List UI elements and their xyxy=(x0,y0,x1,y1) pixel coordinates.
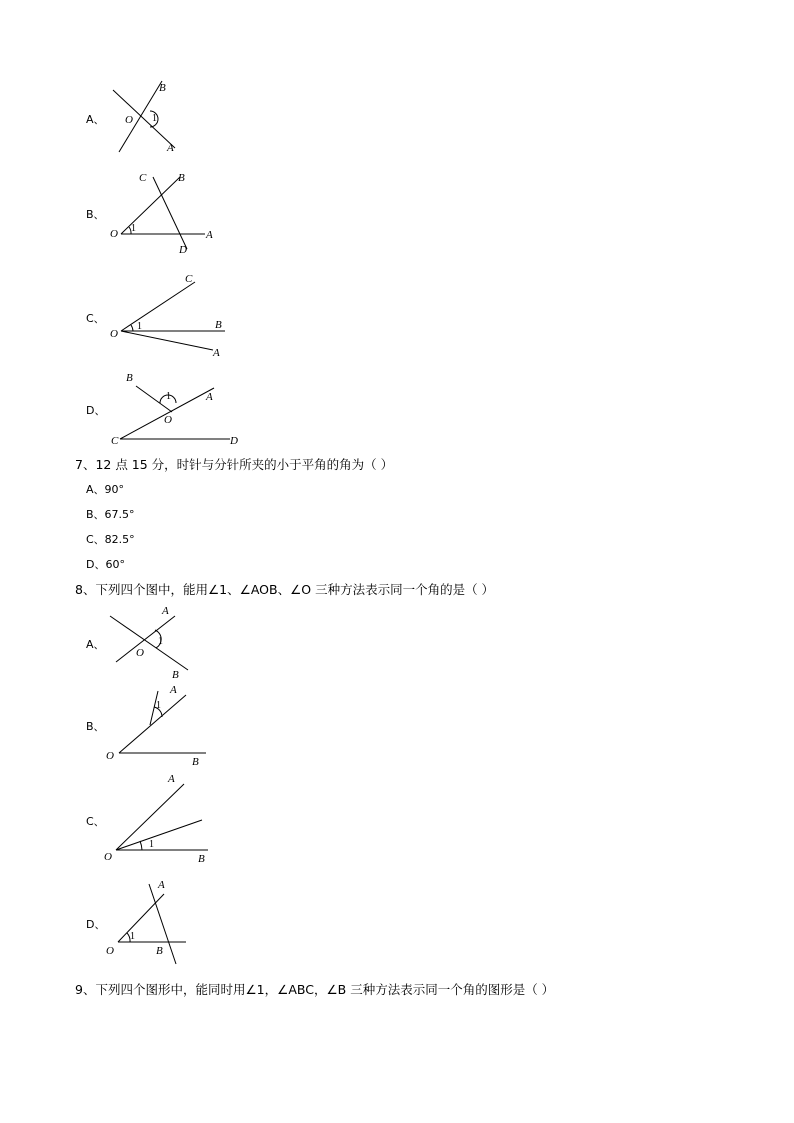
q8a-point-a: A xyxy=(162,605,169,617)
q6a-point-a: A xyxy=(167,142,174,154)
q8-option-d-label: D、 xyxy=(86,918,106,931)
q8a-angle-1: 1 xyxy=(158,636,163,647)
q8-option-b-label: B、 xyxy=(86,720,105,733)
q8-stem: 8、下列四个图中，能用∠1、∠AOB、∠O 三种方法表示同一个角的是（ ） xyxy=(75,582,495,597)
q7-choice-b: B、67.5° xyxy=(86,508,135,521)
q6c-point-a: A xyxy=(213,347,220,359)
q6-option-a-figure xyxy=(100,75,190,160)
q8-option-a-figure xyxy=(100,598,200,683)
q8-option-c-label: C、 xyxy=(86,815,105,828)
q6c-angle-1: 1 xyxy=(137,321,142,332)
q6c-point-c: C xyxy=(185,273,193,285)
q6d-point-a: A xyxy=(206,391,213,403)
q6b-angle-1: 1 xyxy=(131,223,136,234)
q6-option-b-figure xyxy=(105,165,220,260)
q8d-point-o: O xyxy=(106,945,114,957)
q7-choice-a: A、90° xyxy=(86,483,125,496)
q6b-point-b: B xyxy=(178,172,185,184)
q8-option-c-figure xyxy=(102,770,222,870)
q8c-point-a: A xyxy=(168,773,175,785)
q6d-point-o: O xyxy=(164,414,172,426)
q6c-point-b: B xyxy=(215,319,222,331)
q6-option-b-label: B、 xyxy=(86,208,105,221)
q6b-point-o: O xyxy=(110,228,118,240)
q7-choice-c: C、82.5° xyxy=(86,533,135,546)
q7-stem: 7、12 点 15 分，时针与分针所夹的小于平角的角为（ ） xyxy=(75,457,394,472)
q6d-point-b: B xyxy=(126,372,133,384)
q8d-angle-1: 1 xyxy=(130,931,135,942)
q8b-point-b: B xyxy=(192,756,199,768)
q6a-point-b: B xyxy=(159,82,166,94)
q8-option-a-label: A、 xyxy=(86,638,105,651)
q8a-point-b: B xyxy=(172,669,179,681)
q6d-point-c: C xyxy=(111,435,119,447)
q8c-point-o: O xyxy=(104,851,112,863)
q8-option-d-figure xyxy=(104,876,199,968)
q6-option-d-label: D、 xyxy=(86,404,106,417)
q7-choice-d: D、60° xyxy=(86,558,125,571)
q6a-angle-1: 1 xyxy=(152,113,157,124)
q8c-angle-1: 1 xyxy=(149,839,154,850)
q8b-point-a: A xyxy=(170,684,177,696)
q6-option-c-label: C、 xyxy=(86,312,105,325)
q6-option-a-label: A、 xyxy=(86,113,105,126)
q6-option-d-figure xyxy=(108,368,248,450)
q8d-point-a: A xyxy=(158,879,165,891)
q6-option-c-figure xyxy=(105,268,235,363)
q6d-point-d: D xyxy=(230,435,238,447)
q8b-point-o: O xyxy=(106,750,114,762)
q8c-point-b: B xyxy=(198,853,205,865)
q8a-point-o: O xyxy=(136,647,144,659)
q6b-point-c: C xyxy=(139,172,147,184)
q8d-point-b: B xyxy=(156,945,163,957)
q8-option-b-figure xyxy=(104,683,219,773)
q6d-angle-1: 1 xyxy=(166,391,171,402)
q8b-angle-1: 1 xyxy=(156,700,161,711)
q9-stem: 9、下列四个图形中，能同时用∠1，∠ABC，∠B 三种方法表示同一个角的图形是（ ） xyxy=(75,982,555,997)
q6b-point-d: D xyxy=(179,244,187,256)
q6c-point-o: O xyxy=(110,328,118,340)
q6a-point-o: O xyxy=(125,114,133,126)
q6b-point-a: A xyxy=(206,229,213,241)
